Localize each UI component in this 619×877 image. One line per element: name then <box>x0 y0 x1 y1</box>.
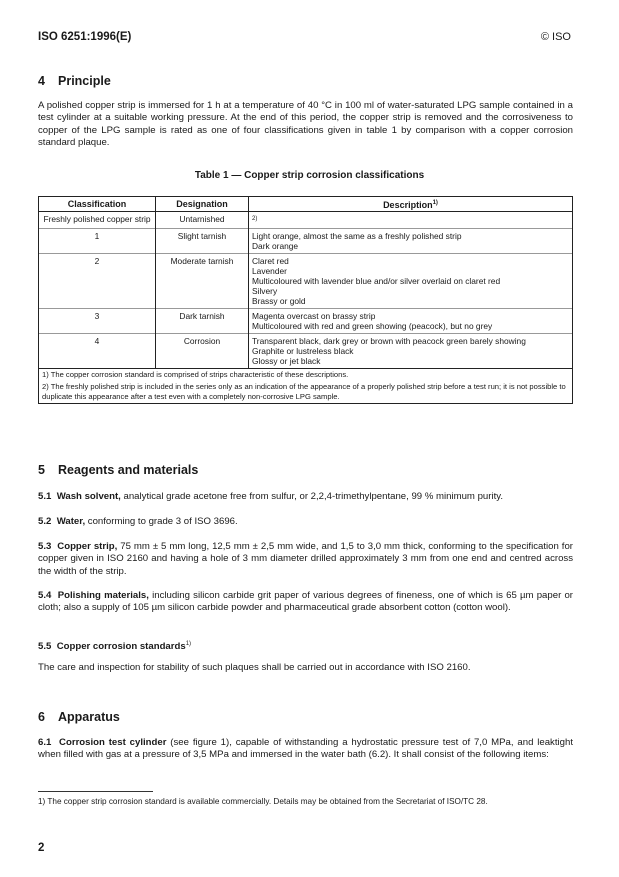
table-row <box>39 212 573 229</box>
corrosion-classification-table <box>38 196 573 404</box>
copyright-mark: © ISO <box>540 31 571 43</box>
table-cell: Magenta overcast on brassy strip Multicoloured with red and green showing (peacock), but no grey <box>249 308 573 333</box>
page-footnote: 1) The copper strip corrosion standard is available commercially. Details may be obtained from the Secretariat of ISO/TC 28. <box>38 797 488 806</box>
table-row <box>39 228 573 253</box>
section-4-heading <box>38 74 111 88</box>
table-footnotes <box>39 368 573 403</box>
section-5-heading <box>38 463 198 477</box>
table-footnotes-cell <box>39 368 573 403</box>
table-cell: 1 <box>39 228 156 253</box>
clause-5-2: 5.2 Water, conforming to grade 3 of ISO 3696. <box>38 516 238 527</box>
column-header: Classification <box>39 197 156 212</box>
page-number: 2 <box>38 842 45 854</box>
section-4-text: A polished copper strip is immersed for 1 h at a temperature of 40 °C in 100 ml of water-saturated LPG sample contained in a test cylinder at a suitable working pressure. At the end of this period, the copper strip is removed and the corrosiveness to copper of the LPG sample is rated as one of four classifications given in table 1 by comparison with a copper corrosion standard plaque. <box>38 100 573 149</box>
table-cell: Corrosion <box>156 333 249 368</box>
section-number: 4 <box>38 74 45 88</box>
table-footnote: 1) The copper corrosion standard is comprised of strips characteristic of these descriptions. <box>42 369 349 379</box>
section-title: Apparatus <box>58 710 120 724</box>
table-cell: 2 <box>39 253 156 308</box>
column-header: Description$^{1)}$ <box>249 197 573 212</box>
table-cell: Light orange, almost the same as a freshly polished strip Dark orange <box>249 228 573 253</box>
table-cell: 4 <box>39 333 156 368</box>
section-title: Principle <box>58 74 111 88</box>
table-cell: Untarnished <box>156 212 249 229</box>
clause-5-1: 5.1 Wash solvent, analytical grade acetone free from sulfur, or 2,2,4-trimethylpentane, 99 % minimum purity. <box>38 491 503 502</box>
document-id: ISO 6251:1996(E) <box>38 31 132 43</box>
column-header: Designation <box>156 197 249 212</box>
table-cell: Moderate tarnish <box>156 253 249 308</box>
table-caption: Table 1 — Copper strip corrosion classifications <box>194 170 425 181</box>
clause-6-1: 6.1 Corrosion test cylinder (see figure 1), capable of withstanding a hydrostatic pressure test of 7,0 MPa, and leaktight when filled with gas at a pressure of 3,5 MPa and immersed in the water bath (6.2). It shall consist of the following items: <box>38 737 573 761</box>
table-cell: Slight tarnish <box>156 228 249 253</box>
table-row <box>39 333 573 368</box>
table-cell: Claret red Lavender Multicoloured with lavender blue and/or silver overlaid on claret red Silvery Brassy or gold <box>249 253 573 308</box>
table-cell: 3 <box>39 308 156 333</box>
table-row <box>39 308 573 333</box>
table-cell: Dark tarnish <box>156 308 249 333</box>
clause-5-5: 5.5 Copper corrosion standards$^{1)}$ <box>38 641 192 653</box>
table-row <box>39 253 573 308</box>
section-number: 6 <box>38 710 45 724</box>
clause-5-3: 5.3 Copper strip, 75 mm ± 5 mm long, 12,5 mm ± 2,5 mm wide, and 1,5 to 3,0 mm thick, conforming to the specification for copper given in ISO 2160 and having a hole of 3 mm diameter drilled approximately 3 mm from one end and centred across the width of the strip. <box>38 541 573 577</box>
section-title: Reagents and materials <box>58 463 199 477</box>
clause-5-5-text: The care and inspection for stability of such plaques shall be carried out in accordance with ISO 2160. <box>38 662 471 673</box>
table-footnote: 2) The freshly polished strip is included in the series only as an indication of the appearance of a properly polished strip before a test run; it is not possible to duplicate this appearance after a test even with a completely non-corrosive LPG sample. <box>42 381 566 401</box>
footnote-divider <box>38 791 153 792</box>
table-cell: Transparent black, dark grey or brown with peacock green barely showing Graphite or lustreless black Glossy or jet black <box>249 333 573 368</box>
table-cell: 2) <box>249 212 573 229</box>
section-6-heading <box>38 710 120 724</box>
clause-5-4: 5.4 Polishing materials, including silicon carbide grit paper of various degrees of fineness, one of which is 65 µm paper or cloth; also a supply of 105 µm silicon carbide powder and pharmaceutical grade absorbent cotton (cotton wool). <box>38 590 573 614</box>
table-cell: Freshly polished copper strip <box>39 212 156 229</box>
section-number: 5 <box>38 463 45 477</box>
table-header-row <box>39 197 573 212</box>
